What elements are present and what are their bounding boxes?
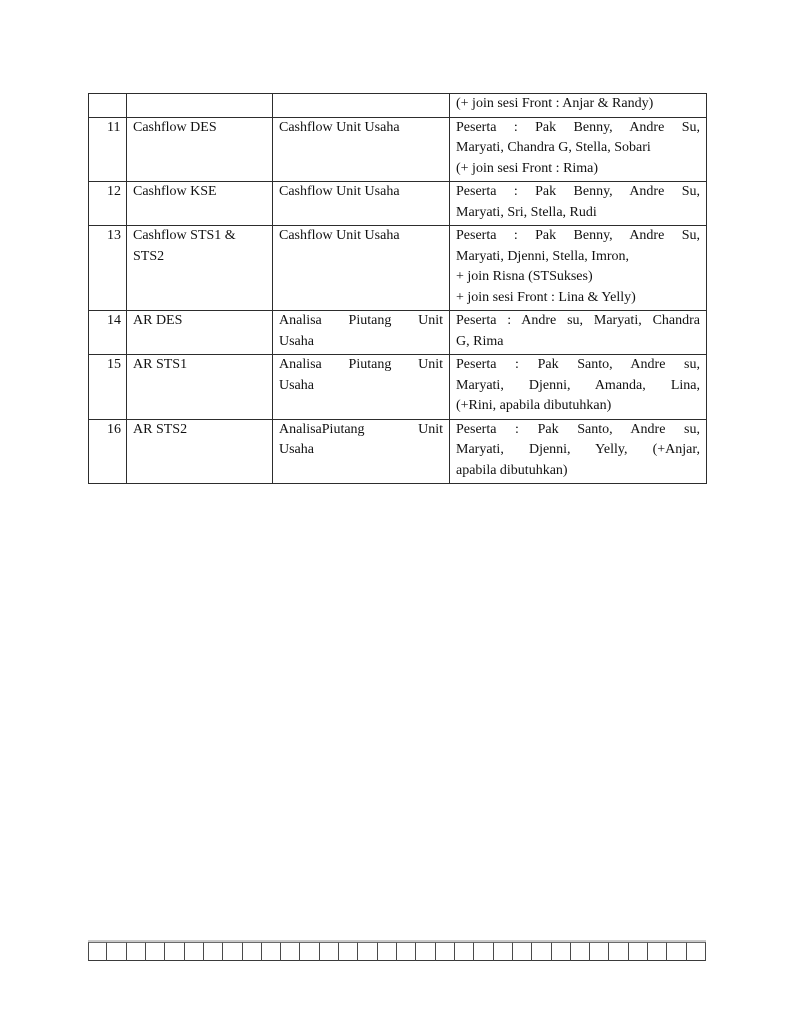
text-line: + join Risna (STSukses) <box>456 269 593 284</box>
schedule-table-body <box>89 94 707 484</box>
cell-activity <box>127 355 273 420</box>
text-line: Maryati, Sri, Stella, Rudi <box>456 204 597 220</box>
cell-participants <box>450 355 707 420</box>
cell-unit <box>273 94 450 118</box>
text-line: Cashflow STS1 & <box>133 228 236 243</box>
grid-cell <box>185 942 204 961</box>
table-row <box>89 419 707 484</box>
grid-cell <box>494 942 513 961</box>
grid-cell <box>165 942 184 961</box>
text-line: AR STS1 <box>133 357 188 372</box>
text-line: Cashflow DES <box>133 119 217 135</box>
grid-cell <box>204 942 223 961</box>
grid-cell <box>667 942 686 961</box>
text-line: Peserta : Pak Benny, Andre Su, <box>456 228 700 243</box>
grid-cell <box>455 942 474 961</box>
text-line: Cashflow Unit Usaha <box>279 184 400 199</box>
grid-cell <box>513 942 532 961</box>
text-line: G, Rima <box>456 333 504 349</box>
cell-number: 16 <box>89 419 127 484</box>
grid-cell <box>571 942 590 961</box>
cell-participants <box>450 226 707 311</box>
table-row <box>89 94 707 118</box>
text-line: STS2 <box>133 248 165 264</box>
grid-cell <box>127 942 146 961</box>
text-line: apabila dibutuhkan) <box>456 462 568 478</box>
text-line: Peserta : Pak Santo, Andre su, <box>456 421 700 437</box>
text-line: Maryati, Djenni, Stella, Imron, <box>456 248 630 264</box>
bottom-grid-strip <box>88 940 706 961</box>
grid-cell <box>320 942 339 961</box>
grid-cell <box>223 942 242 961</box>
table-row <box>89 117 707 182</box>
grid-cell <box>609 942 628 961</box>
cell-activity <box>127 419 273 484</box>
grid-cell <box>339 942 358 961</box>
table-row <box>89 311 707 355</box>
cell-unit <box>273 117 450 182</box>
table-row <box>89 182 707 226</box>
cell-number: 13 <box>89 226 127 311</box>
cell-unit <box>273 419 450 484</box>
grid-cell <box>358 942 377 961</box>
text-line: Peserta : Pak Benny, Andre Su, <box>456 119 700 135</box>
text-line: Maryati, Chandra G, Stella, Sobari <box>456 140 651 155</box>
grid-cell <box>474 942 493 961</box>
text-line: (+ join sesi Front : Rima) <box>456 160 599 176</box>
cell-unit <box>273 311 450 355</box>
grid-cell <box>88 942 107 961</box>
cell-number <box>89 94 127 118</box>
grid-cell <box>107 942 126 961</box>
text-line: Maryati, Djenni, Amanda, Lina, <box>456 377 700 393</box>
grid-cell <box>532 942 551 961</box>
cell-unit <box>273 182 450 226</box>
grid-cell <box>629 942 648 961</box>
text-line: Analisa Piutang Unit <box>279 313 443 328</box>
text-line: Cashflow Unit Usaha <box>279 228 400 243</box>
cell-number: 11 <box>89 117 127 182</box>
grid-cell <box>590 942 609 961</box>
grid-cell <box>648 942 667 961</box>
grid-cell <box>687 942 706 961</box>
cell-activity <box>127 94 273 118</box>
table-row <box>89 226 707 311</box>
text-line: AR STS2 <box>133 421 188 437</box>
grid-cell <box>378 942 397 961</box>
cell-activity <box>127 311 273 355</box>
cell-participants <box>450 94 707 118</box>
cell-participants <box>450 182 707 226</box>
cell-activity <box>127 117 273 182</box>
schedule-table <box>88 93 707 484</box>
grid-cell <box>281 942 300 961</box>
text-line: Cashflow Unit Usaha <box>279 119 400 135</box>
text-line: Maryati, Djenni, Yelly, (+Anjar, <box>456 442 700 457</box>
grid-cell <box>397 942 416 961</box>
text-line: + join sesi Front : Lina & Yelly) <box>456 289 636 305</box>
cell-number: 15 <box>89 355 127 420</box>
text-line: Usaha <box>279 333 314 349</box>
cell-number: 14 <box>89 311 127 355</box>
cell-unit <box>273 355 450 420</box>
grid-cell <box>416 942 435 961</box>
text-line: Peserta : Pak Santo, Andre su, <box>456 357 700 372</box>
text-line: Usaha <box>279 442 314 457</box>
grid-cell <box>262 942 281 961</box>
table-row <box>89 355 707 420</box>
text-line: AR DES <box>133 313 183 328</box>
grid-cell <box>436 942 455 961</box>
text-line: Usaha <box>279 377 314 393</box>
text-line: (+ join sesi Front : Anjar & Randy) <box>456 96 654 111</box>
grid-cell <box>552 942 571 961</box>
cell-participants <box>450 419 707 484</box>
grid-cell <box>300 942 319 961</box>
text-line: Analisa Piutang Unit <box>279 357 443 372</box>
cell-unit <box>273 226 450 311</box>
text-line: Peserta : Pak Benny, Andre Su, <box>456 184 700 199</box>
text-line: Cashflow KSE <box>133 184 217 199</box>
text-line: Peserta : Andre su, Maryati, Chandra <box>456 313 700 328</box>
cell-activity <box>127 182 273 226</box>
cell-participants <box>450 311 707 355</box>
cell-number: 12 <box>89 182 127 226</box>
text-line: (+Rini, apabila dibutuhkan) <box>456 398 612 413</box>
cell-participants <box>450 117 707 182</box>
cell-activity <box>127 226 273 311</box>
grid-cell <box>243 942 262 961</box>
text-line: AnalisaPiutang Unit <box>279 421 443 437</box>
grid-cell <box>146 942 165 961</box>
